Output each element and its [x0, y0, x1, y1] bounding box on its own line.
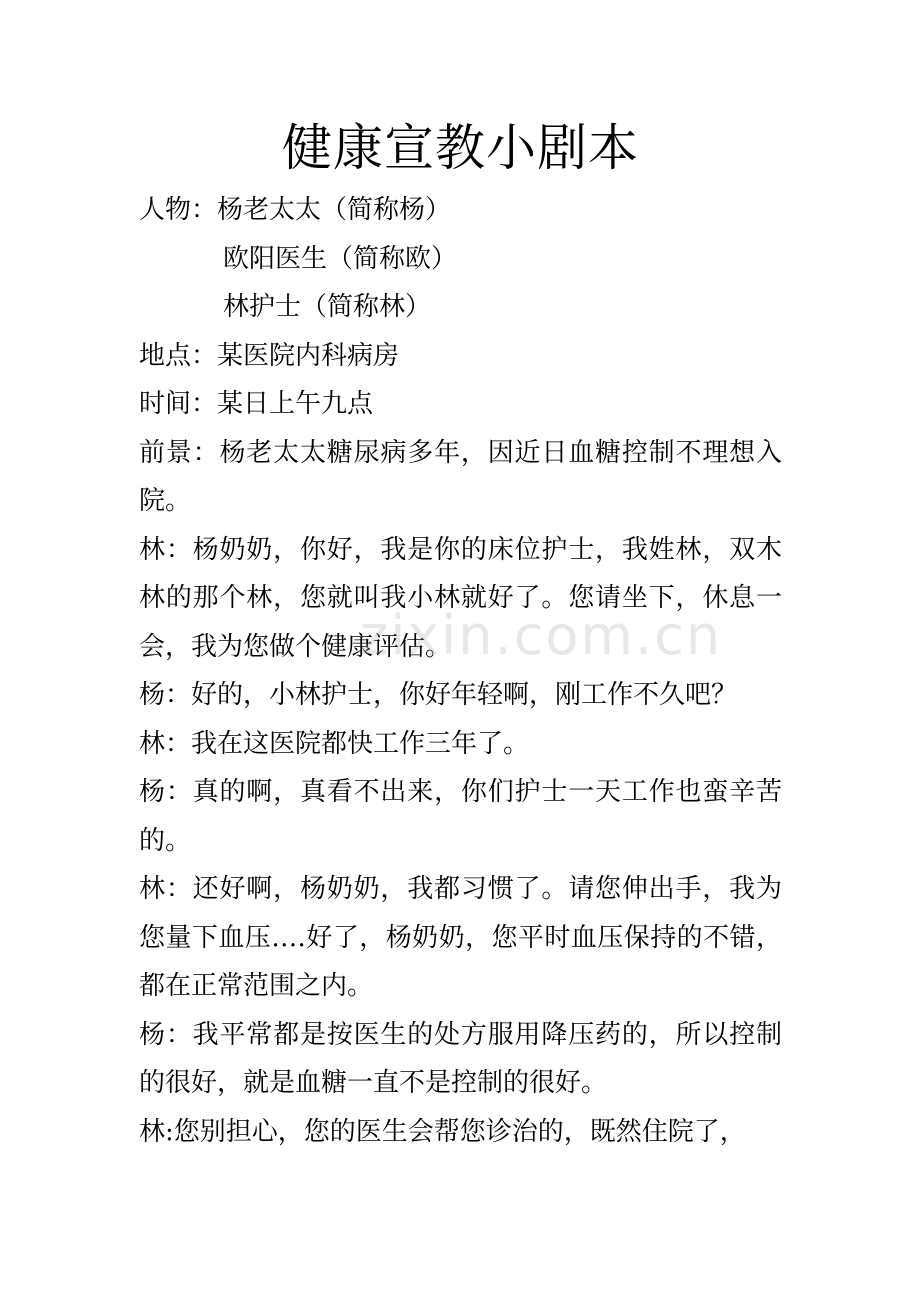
- watermark: zixin.com.cn: [360, 604, 723, 667]
- characters-label: 人物：: [139, 195, 218, 225]
- dialogue-line: 杨：我平常都是按医生的处方服用降压药的，所以控制的很好，就是血糖一直不是控制的很好。: [139, 1019, 782, 1098]
- dialogue-line: 林:您别担心，您的医生会帮您诊治的，既然住院了，: [139, 1116, 746, 1147]
- location-line: 地点：某医院内科病房: [139, 340, 400, 371]
- character-1: 杨老太太（简称杨）: [217, 195, 452, 225]
- dialogue-line: 林：还好啊，杨奶奶，我都习惯了。请您伸出手，我为您量下血压‥‥好了，杨奶奶，您平时血压保持的不错，都在正常范围之内。: [139, 874, 782, 1001]
- dialogue-line: 林：杨奶奶，你好，我是你的床位护士，我姓林，双木林的那个林，您就叫我小林就好了。您请坐下，休息一会，我为您做个健康评估。: [139, 534, 782, 662]
- character-2: 欧阳医生（简称欧）: [223, 243, 458, 274]
- dialogue-line: 林：我在这医院都快工作三年了。: [139, 728, 530, 759]
- characters-line: [139, 186, 782, 235]
- background-paragraph: 前景：杨老太太糖尿病多年，因近日血糖控制不理想入院。: [139, 437, 782, 516]
- script-body: [139, 186, 782, 1156]
- character-3: 林护士（简称林）: [223, 292, 432, 322]
- document-title: 健康宣教小剧本: [282, 119, 639, 177]
- time-line: 时间：某日上午九点: [139, 389, 374, 419]
- dialogue-line: 杨：好的，小林护士，你好年轻啊，刚工作不久吧？: [139, 680, 738, 710]
- dialogue-line: 杨：真的啊，真看不出来，你们护士一天工作也蛮辛苦的。: [139, 777, 782, 856]
